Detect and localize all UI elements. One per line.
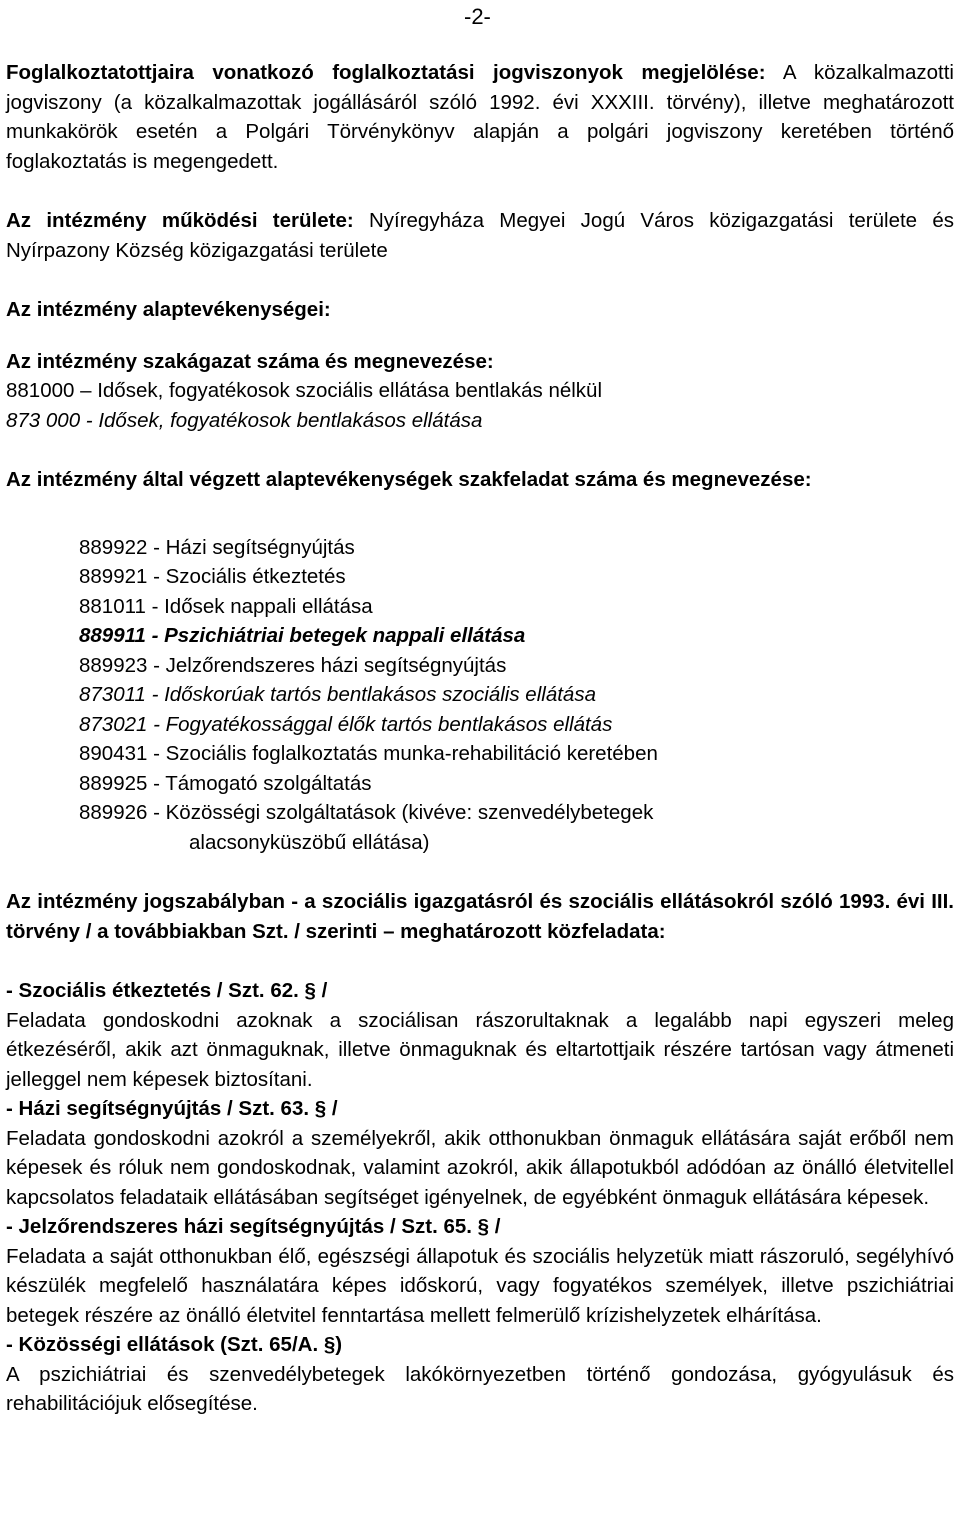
employment-paragraph (6, 58, 954, 176)
list-item: 890431 - Szociális foglalkoztatás munka-rehabilitáció keretében (79, 742, 658, 765)
duty-text-alarm-system: Feladata a saját otthonukban élő, egészségi állapotuk és szociális helyzetük miatt rászoruló, segélyhívó készülék megfelelő használatára képes időskorú, vagy fogyatékos személyek, illetve pszichiátriai betegek részére az önálló életvitel fenntartása mellett felmerülő krízishelyzetek elhárítása. (6, 1244, 954, 1327)
tasks-heading: Az intézmény által végzett alaptevékenységek szakfeladat száma és megnevezése: (6, 468, 812, 491)
branch-line-2: 873 000 - Idősek, fogyatékosok bentlakásos ellátása (6, 408, 483, 432)
list-item-continuation: alacsonyküszöbű ellátása) (189, 830, 430, 854)
duties-heading: Az intézmény jogszabályban - a szociális igazgatásról és szociális ellátásokról szóló 1993. évi III. törvény / a továbbiakban Szt. / szerinti – meghatározott közfeladata: (6, 890, 954, 943)
area-text: Nyíregyháza Megyei Jogú Város közigazgatási területe és Nyírpazony Község közigazgatási területe (6, 209, 954, 262)
duty-text-community-care: A pszichiátriai és szenvedélybetegek lakókörnyezetben történő gondozása, gyógyulásuk és rehabilitációjuk elősegítése. (6, 1362, 954, 1415)
document-body (6, 58, 954, 1419)
list-item: 873011 - Időskorúak tartós bentlakásos szociális ellátása (79, 683, 596, 706)
duty-title-meals: - Szociális étkeztetés / Szt. 62. § / (6, 979, 328, 1002)
list-item: 889925 - Támogató szolgáltatás (79, 771, 372, 795)
list-item: 873021 - Fogyatékossággal élők tartós bentlakásos ellátás (79, 712, 613, 736)
list-item: 889911 - Pszichiátriai betegek nappali ellátása (79, 624, 526, 647)
employment-heading: Foglalkoztatottjaira vonatkozó foglalkoztatási jogviszonyok megjelölése: (6, 61, 766, 84)
duty-title-home-help: - Házi segítségnyújtás / Szt. 63. § / (6, 1097, 338, 1120)
list-item: 889921 - Szociális étkeztetés (79, 565, 346, 588)
employment-text: A közalkalmazotti jogviszony (a közalkalmazottak jogállásáról szóló 1992. évi XXXIII. törvény), illetve meghatározott munkakörök esetén a Polgári Törvénykönyv alapján a polgári jogviszony keretében történő foglakoztatás is megengedett. (6, 61, 954, 173)
duty-text-meals: Feladata gondoskodni azoknak a szociálisan rászorultaknak a legalább napi egyszeri meleg étkezéséről, akik azt önmaguknak, illetve önmaguknak és eltartottjaik részére tartósan vagy átmeneti jelleggel nem képesek biztosítani. (6, 1008, 954, 1091)
core-activities-heading: Az intézmény alaptevékenységei: (6, 298, 331, 321)
list-item: 889923 - Jelzőrendszeres házi segítségnyújtás (79, 653, 507, 677)
duty-title-community-care: - Közösségi ellátások (Szt. 65/A. §) (6, 1333, 343, 1356)
page-number: -2- (464, 4, 491, 29)
list-item: 881011 - Idősek nappali ellátása (79, 594, 373, 618)
list-item: 889926 - Közösségi szolgáltatások (kivéve: szenvedélybetegek (79, 801, 654, 824)
area-paragraph (6, 206, 954, 265)
task-list (79, 533, 954, 858)
area-heading: Az intézmény működési területe: (6, 209, 354, 232)
duty-title-alarm-system: - Jelzőrendszeres házi segítségnyújtás / Szt. 65. § / (6, 1215, 501, 1238)
list-item: 889922 - Házi segítségnyújtás (79, 535, 355, 559)
branch-line-1: 881000 – Idősek, fogyatékosok szociális ellátása bentlakás nélkül (6, 379, 603, 402)
duty-text-home-help: Feladata gondoskodni azokról a személyekről, akik otthonukban önmaguk ellátására saját erőből nem képesek és róluk nem gondoskodnak, valamint azokról, akik állapotukból adódóan az önálló életvitellel kapcsolatos feladataik ellátásában segítséget igényelnek, de egyébként önmaguk ellátására képesek. (6, 1126, 954, 1209)
branch-heading: Az intézmény szakágazat száma és megnevezése: (6, 349, 494, 373)
